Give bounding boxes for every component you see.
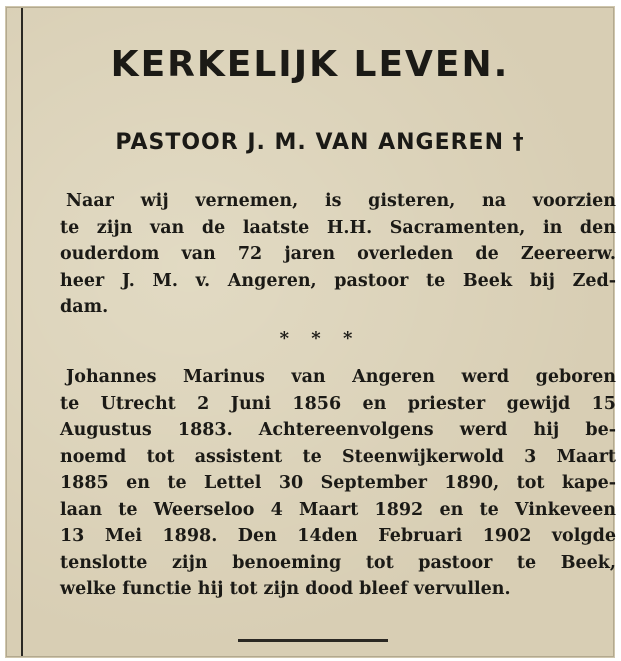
- column-rule: [21, 8, 23, 656]
- article-title: PASTOOR J. M. VAN ANGEREN †: [115, 130, 525, 155]
- text-line: te zijn van de laatste H.H. Sacramenten, in den: [60, 217, 616, 238]
- text-line: 13 Mei 1898. Den 14den Februari 1902 volgde: [60, 526, 616, 546]
- text-line: dam.: [60, 297, 109, 317]
- end-rule: [238, 639, 388, 642]
- newspaper-clipping: [6, 7, 614, 657]
- asterism-separator: * * *: [279, 328, 361, 349]
- text-line: te Utrecht 2 Juni 1856 en priester gewijd 15: [60, 393, 616, 414]
- section-heading: KERKELIJK LEVEN.: [110, 44, 510, 85]
- text-line: ouderdom van 72 jaren overleden de Zeereerw.: [60, 244, 616, 264]
- text-line: Johannes Marinus van Angeren werd geboren: [66, 367, 616, 387]
- text-line: Naar wij vernemen, is gisteren, na voorzien: [66, 191, 616, 211]
- text-line: 1885 en te Lettel 30 September 1890, tot kape-: [60, 473, 616, 493]
- text-line: Augustus 1883. Achtereenvolgens werd hij be-: [60, 420, 616, 440]
- text-line: noemd tot assistent te Steenwijkerwold 3 Maart: [60, 446, 616, 467]
- text-line: welke functie hij tot zijn dood bleef vervullen.: [60, 579, 511, 599]
- text-line: laan te Weerseloo 4 Maart 1892 en te Vinkeveen: [60, 499, 616, 520]
- text-line: tenslotte zijn benoeming tot pastoor te Beek,: [60, 552, 616, 573]
- announcement-paragraph: [60, 188, 616, 321]
- text-line: heer J. M. v. Angeren, pastoor te Beek bij Zed-: [60, 270, 616, 291]
- biography-paragraph: [60, 364, 616, 603]
